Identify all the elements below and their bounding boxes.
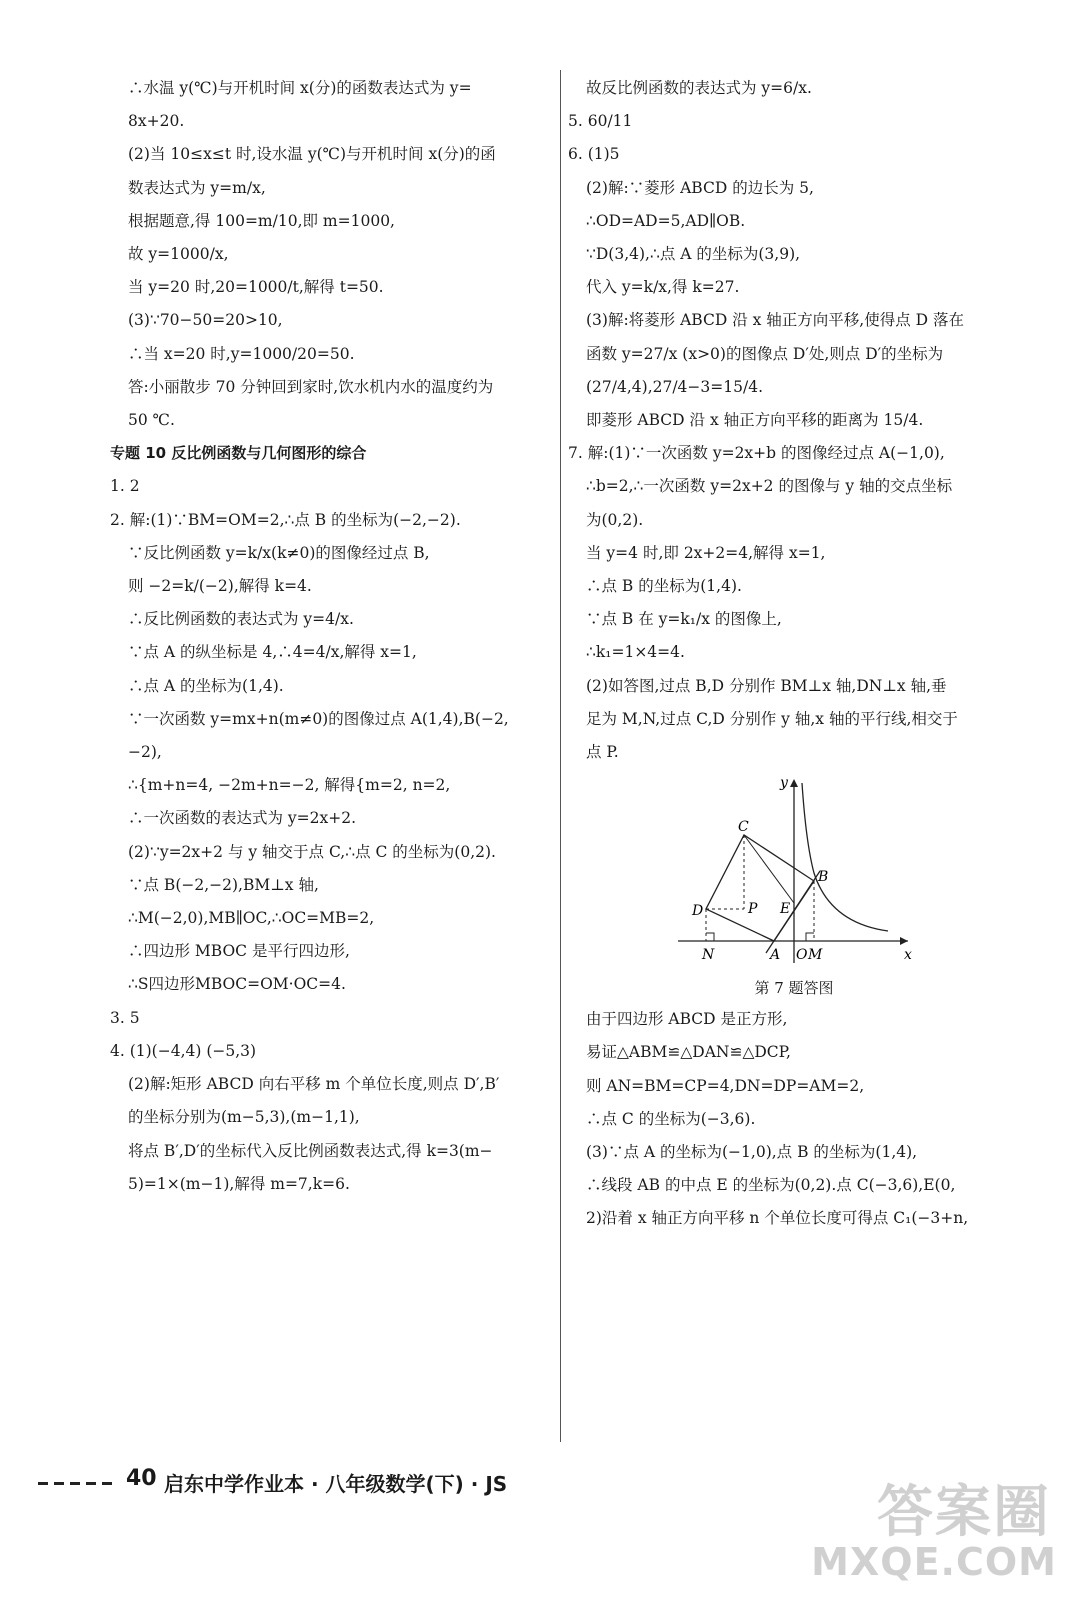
text-line: 则 AN=BM=CP=4,DN=DP=AM=2, (586, 1076, 865, 1095)
book-title: 启东中学作业本 · 八年级数学(下) · JS (164, 1472, 508, 1496)
text-line: (2)解:矩形 ABCD 向右平移 m 个单位长度,则点 D′,B′ (128, 1075, 500, 1094)
text-line: 7. 解:(1)∵一次函数 y=2x+b 的图像经过点 A(−1,0), (568, 444, 945, 463)
figure-caption: 第 7 题答图 (754, 979, 834, 998)
text-line: 当 y=20 时,20=1000/t,解得 t=50. (128, 278, 384, 297)
section-heading: 专题 10 反比例函数与几何图形的综合 (110, 444, 367, 463)
text-line: ∴四边形 MBOC 是平行四边形, (128, 942, 350, 961)
text-line: 足为 M,N,过点 C,D 分别作 y 轴,x 轴的平行线,相交于 (586, 709, 958, 728)
text-line: 3. 5 (110, 1008, 140, 1027)
text-line: 的坐标分别为(m−5,3),(m−1,1), (128, 1108, 360, 1127)
text-line: ∴M(−2,0),MB∥OC,∴OC=MB=2, (128, 909, 375, 928)
text-line: (2)当 10≤x≤t 时,设水温 y(℃)与开机时间 x(分)的函 (128, 145, 496, 164)
text-line: ∵点 B(−2,−2),BM⊥x 轴, (128, 875, 319, 894)
text-line: ∴b=2,∴一次函数 y=2x+2 的图像与 y 轴的交点坐标 (586, 477, 953, 496)
text-line: ∴S四边形MBOC=OM·OC=4. (128, 975, 346, 994)
figure-7-diagram (568, 773, 1008, 969)
text-line: 8x+20. (128, 112, 185, 131)
text-line: ∴k₁=1×4=4. (586, 643, 685, 662)
text-line: 4. (1)(−4,4) (−5,3) (110, 1041, 257, 1060)
text-line: (27/4,4),27/4−3=15/4. (586, 377, 763, 396)
text-line: ∴点 A 的坐标为(1,4). (128, 676, 284, 695)
label-P: P (748, 901, 758, 918)
text-line: ∵反比例函数 y=k/x(k≠0)的图像经过点 B, (128, 543, 430, 562)
text-line: 根据题意,得 100=m/10,即 m=1000, (128, 211, 395, 230)
page-number: 40 (126, 1466, 157, 1491)
left-column (110, 72, 562, 1201)
text-line: 故反比例函数的表达式为 y=6/x. (586, 79, 812, 97)
text-line: 当 y=4 时,即 2x+2=4,解得 x=1, (586, 543, 826, 562)
label-C: C (738, 819, 749, 836)
text-line: ∴一次函数的表达式为 y=2x+2. (128, 809, 357, 828)
text-line: 数表达式为 y=m/x, (128, 178, 266, 197)
text-line: (2)如答图,过点 B,D 分别作 BM⊥x 轴,DN⊥x 轴,垂 (586, 676, 947, 695)
label-E: E (780, 901, 791, 918)
text-line: ∴{m+n=4, −2m+n=−2, 解得{m=2, n=2, (128, 776, 451, 795)
text-line: ∴反比例函数的表达式为 y=4/x. (128, 610, 354, 629)
text-line: 函数 y=27/x (x>0)的图像点 D′处,则点 D′的坐标为 (586, 344, 944, 363)
site-watermark (811, 1468, 1061, 1586)
text-line: ∵点 A 的纵坐标是 4,∴4=4/x,解得 x=1, (128, 643, 417, 662)
text-line: 1. 2 (110, 477, 140, 496)
watermark-cn: 答案圈 (877, 1480, 1051, 1545)
text-line: ∴当 x=20 时,y=1000/20=50. (128, 344, 355, 363)
text-line: (3)解:将菱形 ABCD 沿 x 轴正方向平移,使得点 D 落在 (586, 311, 964, 330)
text-line: 50 ℃. (128, 411, 175, 430)
text-line: (2)解:∵菱形 ABCD 的边长为 5, (586, 178, 814, 197)
label-A: A (770, 947, 781, 964)
label-B: B (818, 869, 829, 886)
text-line: 由于四边形 ABCD 是正方形, (586, 1010, 788, 1029)
text-line: 6. (1)5 (568, 145, 620, 164)
text-line: ∵D(3,4),∴点 A 的坐标为(3,9), (586, 245, 801, 264)
text-line: ∴水温 y(℃)与开机时间 x(分)的函数表达式为 y= (128, 79, 472, 97)
label-x: x (904, 947, 912, 964)
text-line: ∵点 B 在 y=k₁/x 的图像上, (586, 610, 782, 629)
right-column (568, 72, 1020, 1236)
text-line: 即菱形 ABCD 沿 x 轴正方向平移的距离为 15/4. (586, 411, 924, 430)
text-line: 为(0,2). (586, 510, 644, 529)
text-line: ∴点 B 的坐标为(1,4). (586, 577, 742, 596)
label-y: y (780, 775, 788, 792)
page-footer (30, 1462, 730, 1502)
text-line: ∴线段 AB 的中点 E 的坐标为(0,2).点 C(−3,6),E(0, (586, 1176, 956, 1195)
text-line: 5. 60/11 (568, 112, 633, 131)
text-line: 代入 y=k/x,得 k=27. (586, 278, 740, 297)
text-line: 易证△ABM≌△DAN≌△DCP, (586, 1043, 791, 1062)
text-line: ∴OD=AD=5,AD∥OB. (586, 211, 746, 230)
watermark-en: MXQE.COM (811, 1540, 1057, 1584)
text-line: 5)=1×(m−1),解得 m=7,k=6. (128, 1174, 350, 1193)
text-line: 答:小丽散步 70 分钟回到家时,饮水机内水的温度约为 (128, 377, 494, 396)
text-line: 2. 解:(1)∵BM=OM=2,∴点 B 的坐标为(−2,−2). (110, 510, 461, 529)
right-column-top-text (568, 72, 1020, 769)
label-M: M (808, 947, 823, 964)
label-N: N (702, 947, 715, 964)
label-D: D (692, 903, 704, 920)
text-line: (2)∵y=2x+2 与 y 轴交于点 C,∴点 C 的坐标为(0,2). (128, 842, 496, 861)
label-O: O (796, 947, 808, 964)
text-line: −2), (128, 743, 162, 762)
text-line: (3)∵点 A 的坐标为(−1,0),点 B 的坐标为(1,4), (586, 1143, 918, 1162)
text-line: (3)∵70−50=20>10, (128, 311, 283, 330)
text-line: 故 y=1000/x, (128, 245, 229, 264)
text-line: 点 P. (586, 743, 619, 762)
text-line: 2)沿着 x 轴正方向平移 n 个单位长度可得点 C₁(−3+n, (586, 1209, 969, 1228)
text-line: ∴点 C 的坐标为(−3,6). (586, 1109, 756, 1128)
right-column-bottom-text (568, 1003, 1020, 1235)
text-line: 则 −2=k/(−2),解得 k=4. (128, 577, 312, 596)
text-line: ∵一次函数 y=mx+n(m≠0)的图像过点 A(1,4),B(−2, (128, 709, 509, 728)
text-line: 将点 B′,D′的坐标代入反比例函数表达式,得 k=3(m− (128, 1141, 493, 1160)
column-divider (560, 70, 561, 1442)
footer-decoration (38, 1482, 116, 1485)
